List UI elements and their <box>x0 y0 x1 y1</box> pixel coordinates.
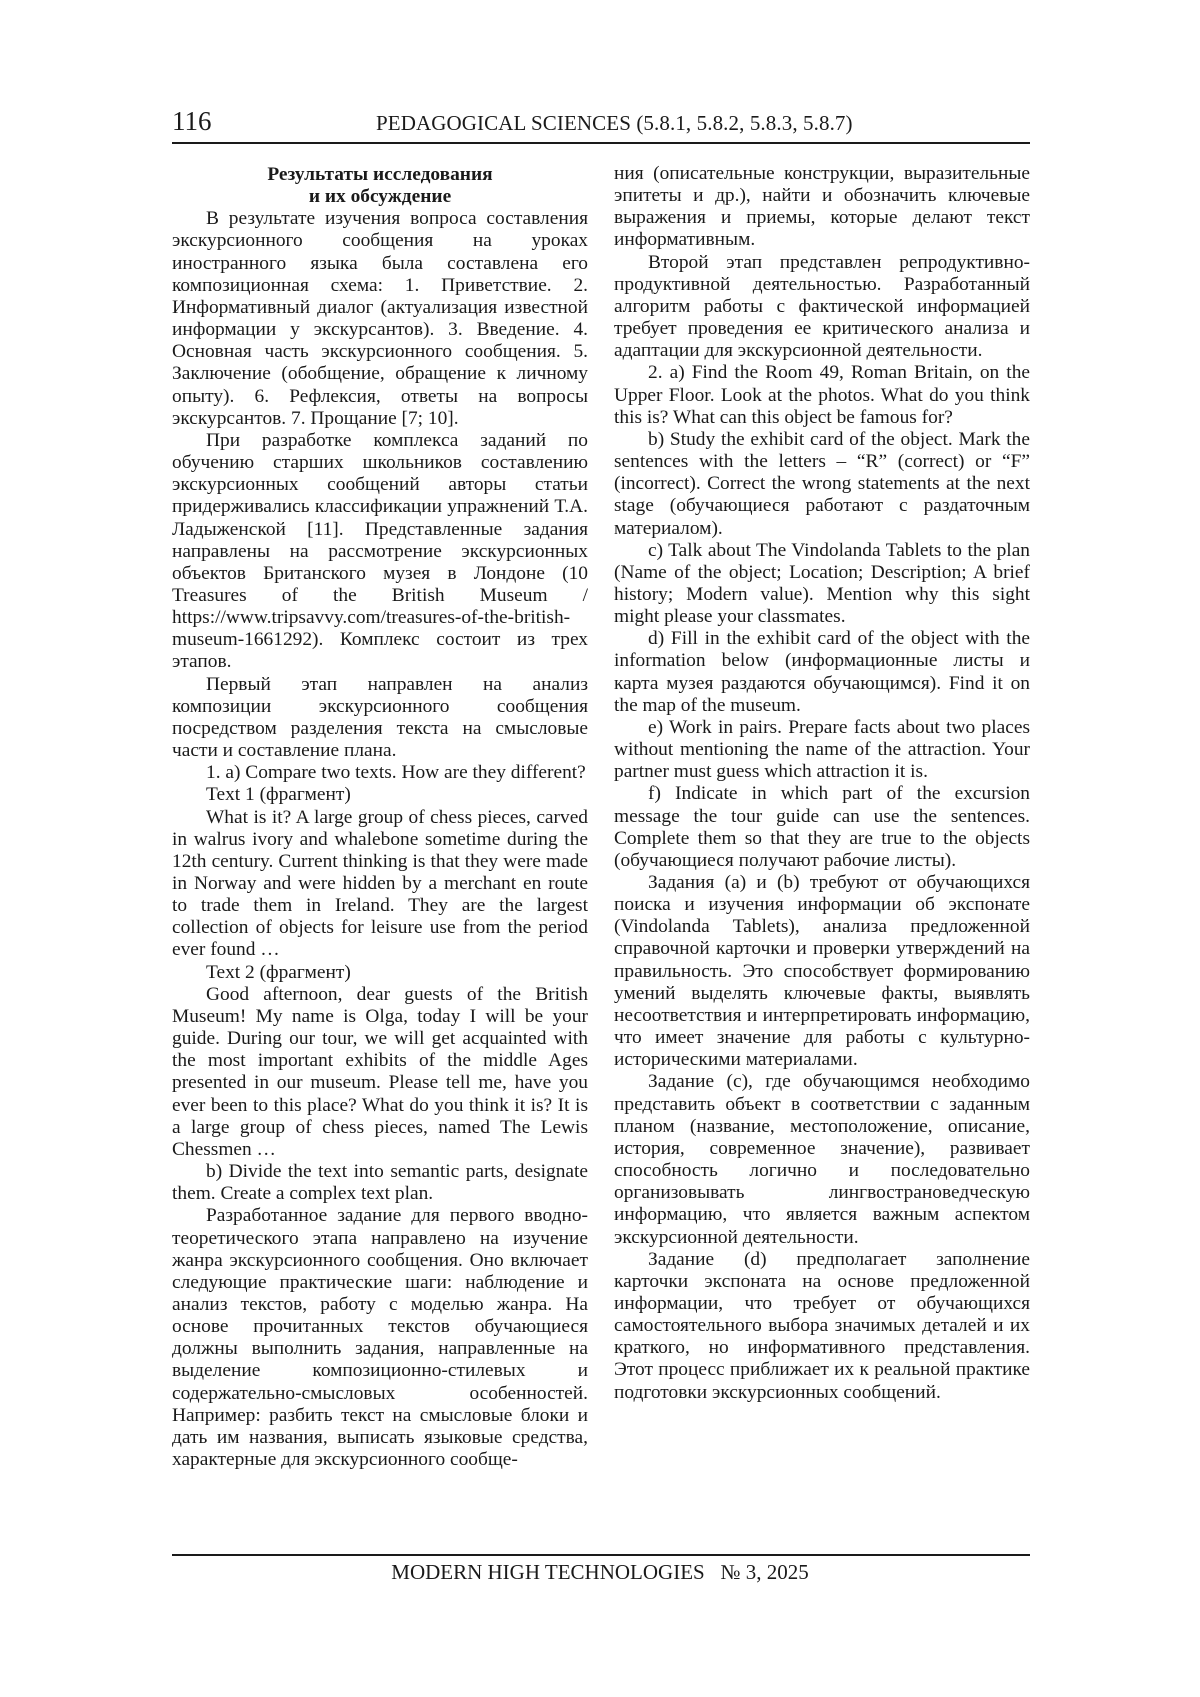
running-title: PEDAGOGICAL SCIENCES (5.8.1, 5.8.2, 5.8.3, 5.8.7) <box>376 111 853 135</box>
text-1-body: What is it? A large group of chess pieces, carved in walrus ivory and whalebone sometime during the 12th century. Current thinking is that they were made in Norway and were hidden by a merchant en route to trade them in Ireland. They are the largest collection of objects for leisure use from the period ever found … <box>172 806 588 961</box>
paragraph-task-d: Задание (d) предполагает заполнение карточки экспоната на основе предложенной информации, что требует от обучающихся самостоятельного выбора значимых деталей и их краткого, но информативного представления. Этот процесс приближает их к реальной практике подготовки экскурсионных сообщений. <box>614 1248 1030 1403</box>
task-2d: d) Fill in the exhibit card of the object with the information below (информационные листы и карта музея раздаются обучающимся). Find it on the map of the museum. <box>614 628 1030 716</box>
paragraph-second-stage: Второй этап представлен репродуктивно-продуктивной деятельностью. Разработанный алгоритм работы с фактической информацией требует проведения ее критического анализа и адаптации для экскурсионной деятельности. <box>614 251 1030 362</box>
journal-footer: MODERN HIGH TECHNOLOGIES № 3, 2025 <box>391 1560 809 1584</box>
page-number: 116 <box>172 106 212 136</box>
section-heading <box>172 164 588 208</box>
paragraph-first-stage: Первый этап направлен на анализ композиции экскурсионного сообщения посредством разделения текста на смысловые части и составление плана. <box>172 673 588 762</box>
paragraph-composition-scheme: В результате изучения вопроса составления экскурсионного сообщения на уроках иностранного языка была составлена его композиционная схема: 1. Приветствие. 2. Информативный диалог (актуализация известной информации у экскурсантов). 3. Введение. 4. Основная часть экскурсионного сообщения. 5. Заключение (обобщение, обращение к личному опыту). 6. Рефлексия, ответы на вопросы экскурсантов. 7. Прощание [7; 10]. <box>172 208 588 429</box>
paragraph-continuation: ния (описательные конструкции, выразительные эпитеты и др.), найти и обозначить ключевые выражения и приемы, которые делают текст информативным. <box>614 163 1030 251</box>
task-1a: 1. a) Compare two texts. How are they different? <box>206 762 586 784</box>
text-1-label: Text 1 (фрагмент) <box>206 784 351 806</box>
footer-rule <box>172 1554 1030 1556</box>
text-2-label: Text 2 (фрагмент) <box>206 961 351 983</box>
section-heading-line1: Результаты исследования <box>267 164 493 185</box>
text-2-body: Good afternoon, dear guests of the British Museum! My name is Olga, today I will be your guide. During our tour, we will get acquainted with the most important exhibits of the middle Ages presented in our museum. Please tell me, have you ever been to this place? What do you think it is? It is a large group of chess pieces, named The Lewis Chessmen … <box>172 983 588 1160</box>
paragraph-first-stage-analysis: Разработанное задание для первого вводно-теоретического этапа направлено на изучение жанра экскурсионного сообщения. Оно включает следующие практические шаги: наблюдение и анализ текстов, работу с моделью жанра. На основе прочитанных текстов обучающиеся должны выполнить задания, направленные на выделение композиционно-стилевых и содержательно-смысловых особенностей. Например: разбить текст на смысловые блоки и дать им названия, выписать языковые средства, характерные для экскурсионного сообще- <box>172 1205 588 1471</box>
paragraph-task-c: Задание (c), где обучающимся необходимо представить объект в соответствии с заданным планом (название, местоположение, описание, история, современное значение), развивает способность логично и последовательно организовывать лингвострановедческую информацию, что является важным аспектом экскурсионной деятельности. <box>614 1071 1030 1248</box>
paragraph-task-complex: При разработке комплекса заданий по обучению старших школьников составлению экскурсионных сообщений авторы статьи придерживались классификации упражнений Т.А. Ладыженской [11]. Представленные задания направлены на рассмотрение экскурсионных объектов Британского музея в Лондоне (10 Treasures of the British Museum / https://www.tripsavvy.com/treasures-of-the-british-museum-1661292). Комплекс состоит из трех этапов. <box>172 429 588 673</box>
task-2c: c) Talk about The Vindolanda Tablets to the plan (Name of the object; Location; Description; A brief history; Modern value). Mention why this sight might please your classmates. <box>614 539 1030 628</box>
task-1b: b) Divide the text into semantic parts, designate them. Create a complex text plan. <box>172 1161 588 1205</box>
section-heading-line2: и их обсуждение <box>308 186 452 208</box>
header-rule <box>172 142 1030 144</box>
task-2e: e) Work in pairs. Prepare facts about two places without mentioning the name of the attraction. Your partner must guess which attraction it is. <box>614 716 1030 783</box>
task-2a: 2. a) Find the Room 49, Roman Britain, on the Upper Floor. Look at the photos. What do you think this is? What can this object be famous for? <box>614 362 1030 428</box>
task-2b: b) Study the exhibit card of the object. Mark the sentences with the letters – “R” (correct) or “F” (incorrect). Correct the wrong statements at the next stage (обучающиеся работают с раздаточным материалом). <box>614 428 1030 539</box>
paragraph-tasks-a-b: Задания (a) и (b) требуют от обучающихся поиска и изучения информации об экспонате (Vindolanda Tablets), анализа предложенной справочной карточки и проверки утверждений на правильность. Это способствует формированию умений выделять ключевые факты, выявлять несоответствия и интерпретировать информацию, что имеет значение для работы с культурно-историческими материалами. <box>614 872 1030 1071</box>
right-column <box>614 163 1030 1404</box>
task-2f: f) Indicate in which part of the excursion message the tour guide can use the sentences. Complete them so that they are true to the objects (обучающиеся получают рабочие листы). <box>614 783 1030 871</box>
page-header <box>172 104 1030 146</box>
left-column <box>172 164 588 1471</box>
